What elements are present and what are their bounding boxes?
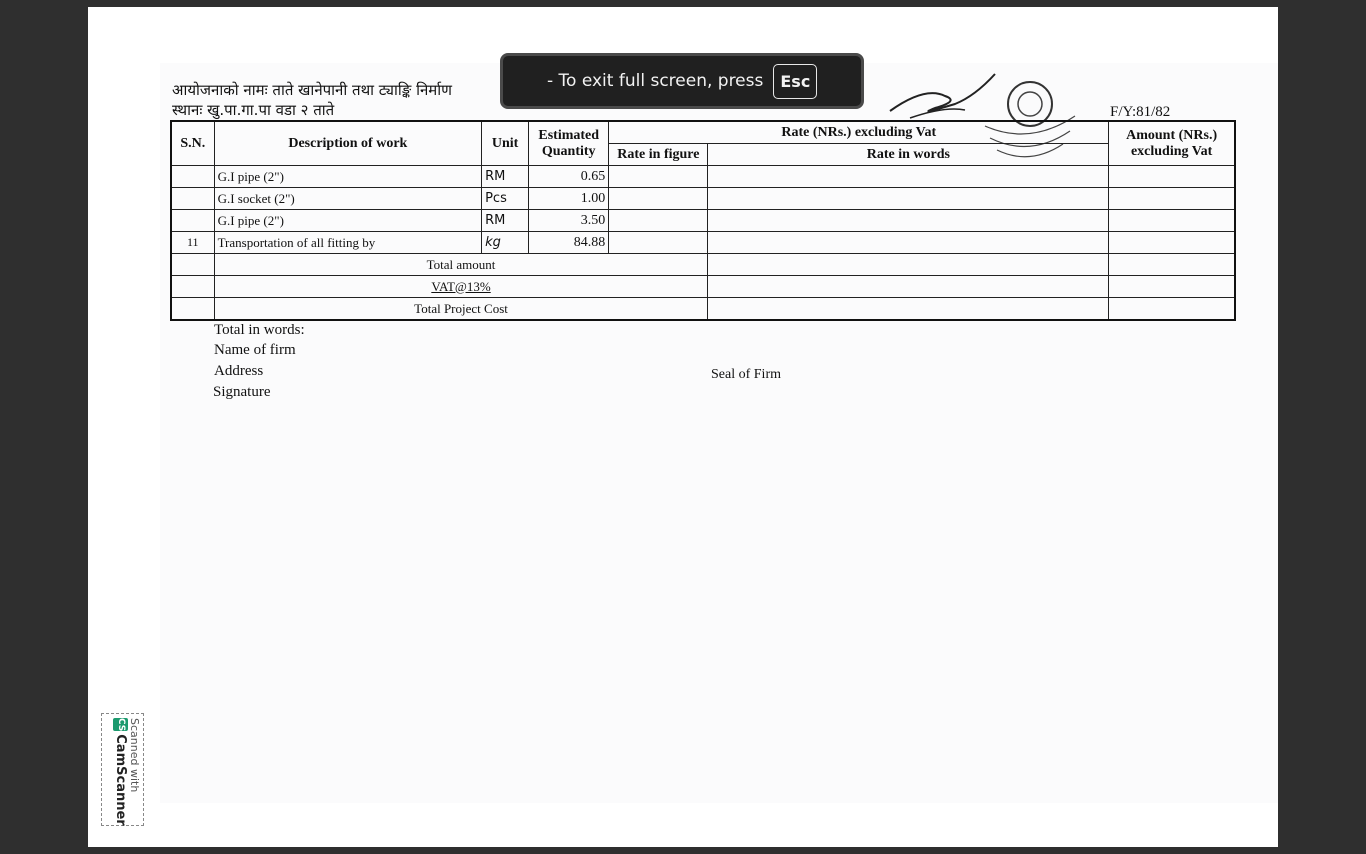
cell-amount: [1109, 210, 1235, 232]
total-amount-row: [171, 254, 1235, 276]
header-rate-group: Rate (NRs.) excluding Vat: [609, 121, 1109, 144]
name-of-firm-label: Name of firm: [214, 342, 296, 358]
table-row: [171, 166, 1235, 188]
cell-description: Transportation of all fitting by: [214, 232, 482, 254]
table-row: [171, 210, 1235, 232]
vat-label: VAT@13%: [214, 276, 708, 298]
cell-rate-words: [708, 166, 1109, 188]
cell-rate-words: [708, 232, 1109, 254]
cell-unit: Pcs: [482, 188, 529, 210]
header-rate-figure: Rate in figure: [609, 144, 708, 166]
camscanner-logo-icon: CS: [113, 718, 128, 731]
camscanner-watermark: [101, 713, 144, 826]
cell-rate-words: [708, 188, 1109, 210]
seal-of-firm-label: Seal of Firm: [711, 367, 781, 382]
cell-amount: [1109, 188, 1235, 210]
watermark-line2: CamScanner: [113, 734, 128, 826]
cell-description: G.I pipe (2"): [214, 210, 482, 232]
total-project-cost-row: [171, 298, 1235, 321]
cell-qty: 84.88: [529, 232, 609, 254]
table-row: [171, 232, 1235, 254]
cell-sn: [171, 188, 214, 210]
cell-description: G.I socket (2"): [214, 188, 482, 210]
fiscal-year: F/Y:81/82: [1110, 104, 1171, 120]
cell-amount: [1109, 166, 1235, 188]
cell-qty: 3.50: [529, 210, 609, 232]
header-amount: Amount (NRs.) excluding Vat: [1109, 121, 1235, 166]
cell-sn: 11: [171, 232, 214, 254]
cell-rate-words: [708, 210, 1109, 232]
header-description: Description of work: [214, 121, 482, 166]
cell-rate-figure: [609, 188, 708, 210]
cell-sn: [171, 210, 214, 232]
cell-unit: RM: [482, 210, 529, 232]
fullscreen-notice-text: - To exit full screen, press: [547, 71, 764, 91]
cell-unit: kg: [482, 232, 529, 254]
address-label: Address: [214, 363, 264, 379]
cell-rate-figure: [609, 232, 708, 254]
watermark-line1: Scanned with: [128, 718, 141, 793]
bill-of-quantities-table: [170, 120, 1236, 321]
total-project-cost-label: Total Project Cost: [214, 298, 708, 321]
vat-row: [171, 276, 1235, 298]
cell-qty: 1.00: [529, 188, 609, 210]
table-row: [171, 188, 1235, 210]
cell-sn: [171, 166, 214, 188]
signature-label: Signature: [213, 384, 271, 400]
cell-rate-figure: [609, 166, 708, 188]
cell-description: G.I pipe (2"): [214, 166, 482, 188]
cell-unit: RM: [482, 166, 529, 188]
header-rate-words: Rate in words: [708, 144, 1109, 166]
header-qty: Estimated Quantity: [529, 121, 609, 166]
table-header-row: [171, 121, 1235, 144]
cell-qty: 0.65: [529, 166, 609, 188]
cell-rate-figure: [609, 210, 708, 232]
fullscreen-exit-notice: [500, 53, 864, 109]
header-unit: Unit: [482, 121, 529, 166]
total-in-words-label: Total in words:: [214, 322, 305, 338]
project-name: आयोजनाको नामः ताते खानेपानी तथा ट्याङ्कि निर्माण: [172, 81, 452, 99]
esc-key-badge[interactable]: Esc: [773, 64, 817, 99]
cell-amount: [1109, 232, 1235, 254]
project-location: स्थानः खु.पा.गा.पा वडा २ ताते: [172, 101, 335, 119]
header-sn: S.N.: [171, 121, 214, 166]
total-amount-label: Total amount: [214, 254, 708, 276]
